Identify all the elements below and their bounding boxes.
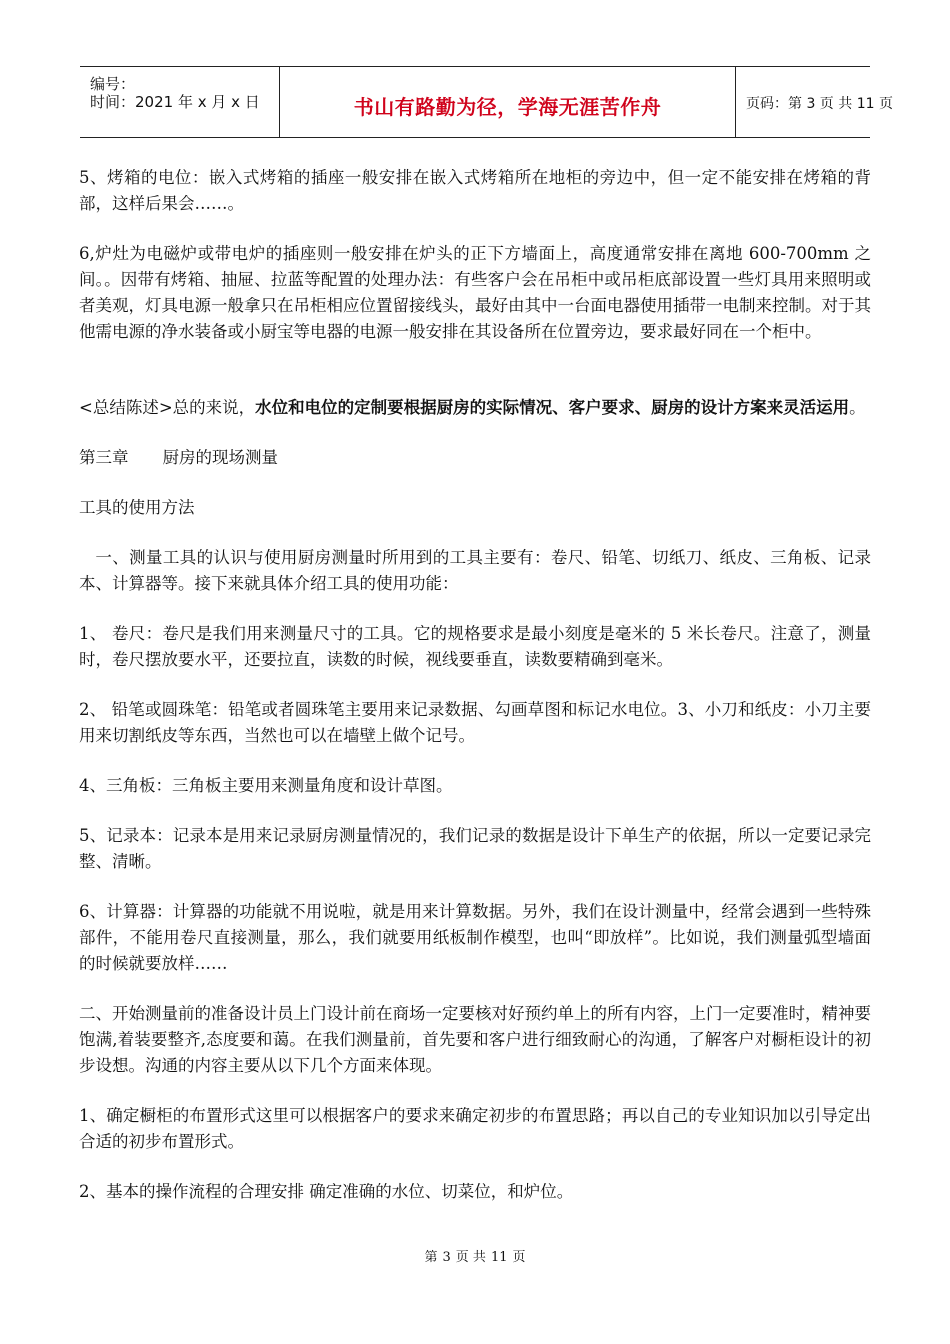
chapter-number: 第三章 <box>79 448 129 467</box>
summary-prefix: <总结陈述>总的来说， <box>79 398 256 417</box>
header-meta-cell <box>80 67 280 137</box>
summary-end: 。 <box>849 398 866 417</box>
paragraph-workflow: 2、基本的操作流程的合理安排 确定准确的水位、切菜位，和炉位。 <box>79 1182 574 1201</box>
paragraph-tools-intro <box>79 545 871 597</box>
paragraph-calculator: 6、计算器：计算器的功能就不用说啦，就是用来计算数据。另外，我们在设计测量中，经常会遇到一些特殊部件，不能用卷尺直接测量，那么，我们就要用纸板制作模型，也叫“即放样”。比如说，我们测量弧型墙面的时候就要放样…… <box>79 902 871 973</box>
paragraph-pencil: 2、 铅笔或圆珠笔：铅笔或者圆珠笔主要用来记录数据、勾画草图和标记水电位。3、小刀和纸皮：小刀主要用来切割纸皮等东西，当然也可以在墙壁上做个记号。 <box>79 700 871 745</box>
tools-intro-text: 一、测量工具的认识与使用厨房测量时所用到的工具主要有：卷尺、铅笔、切纸刀、纸皮、三角板、记录本、计算器等。接下来就具体介绍工具的使用功能： <box>79 548 871 593</box>
paragraph-layout: 1、确定橱柜的布置形式这里可以根据客户的要求来确定初步的布置思路；再以自己的专业知识加以引导定出合适的初步布置形式。 <box>79 1106 871 1151</box>
footer-page-suffix: 页 <box>512 1250 526 1265</box>
header-motto-cell <box>280 67 736 137</box>
document-number-label: 编号： <box>90 75 136 93</box>
page-footer <box>0 1246 950 1265</box>
paragraph-triangle: 4、三角板：三角板主要用来测量角度和设计草图。 <box>79 776 453 795</box>
paragraph-oven-power: 5、烤箱的电位：嵌入式烤箱的插座一般安排在嵌入式烤箱所在地柜的旁边中，但一定不能安排在烤箱的背部，这样后果会……。 <box>79 168 871 213</box>
footer-page-prefix: 第 <box>424 1250 438 1265</box>
document-time-label: 时间：2021 年 x 月 x 日 <box>90 93 260 111</box>
summary-bold-text: 水位和电位的定制要根据厨房的实际情况、客户要求、厨房的设计方案来灵活运用 <box>255 398 850 417</box>
paragraph-notebook: 5、记录本：记录本是用来记录厨房测量情况的，我们记录的数据是设计下单生产的依据，所以一定要记录完整、清晰。 <box>79 826 871 871</box>
chapter-title: 厨房的现场测量 <box>162 448 278 467</box>
document-body <box>79 165 871 1205</box>
page-header <box>80 66 893 138</box>
footer-page-mid: 页 共 <box>455 1250 486 1265</box>
paragraph-stove-power: 6,炉灶为电磁炉或带电炉的插座则一般安排在炉头的正下方墙面上，高度通常安排在离地 600-700mm 之间。。因带有烤箱、抽屉、拉蓝等配置的处理办法：有些客户会在吊柜中或吊柜底部设置一些灯具用来照明或者美观，灯具电源一般拿只在吊柜相应位置留接线头，最好由其中一台面电器使用插带一电制来控制。对于其他需电源的净水装备或小厨宝等电器的电源一般安排在其设备所在位置旁边，要求最好同在一个柜中。 <box>79 244 871 341</box>
paragraph-tape-measure: 1、 卷尺：卷尺是我们用来测量尺寸的工具。它的规格要求是最小刻度是毫米的 5 米长卷尺。注意了，测量时，卷尺摆放要水平，还要拉直，读数的时候，视线要垂直，读数要精确到毫米。 <box>79 624 871 669</box>
paragraph-preparation: 二、开始测量前的准备设计员上门设计前在商场一定要核对好预约单上的所有内容，上门一定要准时，精神要饱满,着装要整齐,态度要和蔼。在我们测量前，首先要和客户进行细致耐心的沟通，了解客户对橱柜设计的初步设想。沟通的内容主要从以下几个方面来体现。 <box>79 1004 871 1075</box>
footer-page-total: 11 <box>490 1250 508 1265</box>
paragraph-summary <box>79 395 871 421</box>
header-page-cell <box>736 67 893 137</box>
chapter-heading <box>79 445 871 471</box>
header-motto: 书山有路勤为径，学海无涯苦作舟 <box>353 95 662 119</box>
tools-heading: 工具的使用方法 <box>79 498 195 517</box>
header-page-info: 页码：第 3 页 共 11 页 <box>746 96 893 112</box>
footer-page-number: 3 <box>442 1250 451 1265</box>
